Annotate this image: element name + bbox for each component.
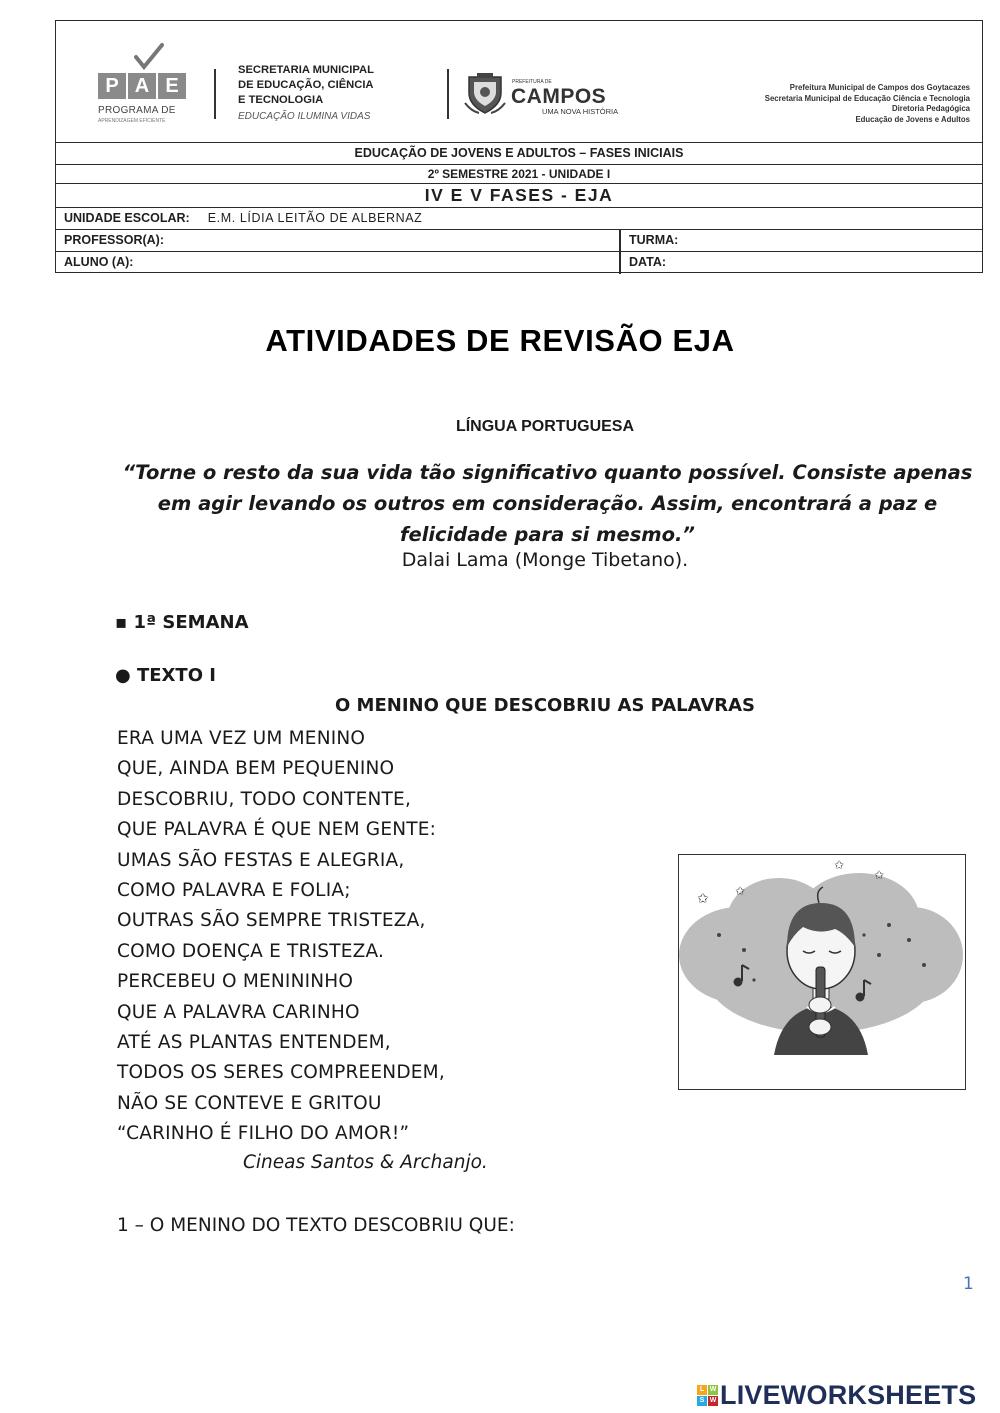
secretaria-line: DE EDUCAÇÃO, CIÊNCIA (238, 79, 374, 91)
svg-text:✩: ✩ (735, 884, 746, 898)
teacher-label: PROFESSOR(A): (64, 233, 164, 247)
svg-text:✩: ✩ (874, 868, 885, 882)
institution-line: Secretaria Municipal de Educação Ciência e Tecnologia (764, 93, 970, 103)
quote-text: “Torne o resto da sua vida tão significativo quanto possível. Consiste apenas em agir levando os outros em consideração. Assim, encontrará a paz e felicidade para si mesmo.” (122, 461, 973, 546)
logo-block: W (709, 1386, 717, 1393)
school-label: UNIDADE ESCOLAR: (64, 211, 190, 225)
subject-heading: LÍNGUA PORTUGUESA (455, 418, 635, 435)
poem-line: “CARINHO É FILHO DO AMOR!” (117, 1123, 410, 1145)
boy-flute-icon (679, 855, 964, 1088)
institution-info (765, 83, 970, 125)
poem-line: OUTRAS SÃO SEMPRE TRISTEZA, (117, 910, 426, 932)
checkmark-icon (134, 43, 164, 71)
student-row (56, 252, 982, 274)
secretaria-line: SECRETARIA MUNICIPAL (238, 64, 374, 76)
liveworksheets-watermark (697, 1380, 976, 1411)
pae-letter: A (128, 73, 156, 99)
teacher-row (56, 230, 982, 252)
poem-line: QUE, AINDA BEM PEQUENINO (117, 758, 395, 780)
week-heading: ▪ 1ª SEMANA (115, 612, 249, 633)
program-row: EDUCAÇÃO DE JOVENS E ADULTOS – FASES INICIAIS (56, 143, 982, 165)
poem-line: UMAS SÃO FESTAS E ALEGRIA, (117, 849, 405, 871)
coat-of-arms-icon (463, 73, 507, 115)
poem-line: TODOS OS SERES COMPREENDEM, (117, 1062, 445, 1084)
poem-line: COMO PALAVRA E FOLIA; (117, 880, 351, 902)
institution-line: Educação de Jovens e Adultos (855, 114, 970, 124)
school-row (56, 208, 982, 230)
pae-tagline: APRENDIZAGEM EFICIENTE (98, 118, 166, 124)
quote-author: Dalai Lama (Monge Tibetano). (401, 549, 689, 571)
poem-title: O MENINO QUE DESCOBRIU AS PALAVRAS (334, 695, 756, 716)
poem-line: COMO DOENÇA E TRISTEZA. (117, 940, 385, 962)
logo-divider (214, 69, 216, 119)
text-label: ● TEXTO I (115, 665, 216, 686)
secretaria-name (238, 63, 374, 108)
institution-line: Prefeitura Municipal de Campos dos Goytacazes (789, 83, 970, 92)
pae-letters (98, 73, 186, 99)
campos-logo-text: CAMPOS (511, 85, 607, 108)
poem-author: Cineas Santos & Archanjo. (243, 1152, 488, 1173)
poem-line: NÃO SE CONTEVE E GRITOU (117, 1092, 382, 1114)
poem-line: ERA UMA VEZ UM MENINO (117, 728, 366, 749)
date-label: DATA: (629, 255, 667, 269)
page-title: ATIVIDADES DE REVISÃO EJA (265, 323, 735, 358)
poem-line: QUE A PALAVRA CARINHO (117, 1001, 360, 1023)
logo-block: S (697, 1396, 707, 1406)
logo-row (56, 21, 982, 143)
liveworksheets-logo-icon (697, 1385, 718, 1406)
poem-line: ATÉ AS PLANTAS ENTENDEM, (117, 1032, 391, 1054)
student-label: ALUNO (A): (64, 255, 134, 269)
secretaria-slogan: EDUCAÇÃO ILUMINA VIDAS (238, 111, 371, 122)
poem-line: DESCOBRIU, TODO CONTENTE, (117, 788, 412, 810)
pae-letter: P (98, 73, 126, 99)
school-name: E.M. LÍDIA LEITÃO DE ALBERNAZ (207, 211, 423, 225)
pae-letter: E (158, 73, 186, 99)
semester-row: 2º SEMESTRE 2021 - UNIDADE I (56, 165, 982, 184)
logo-block: W (709, 1397, 717, 1404)
poem-body (117, 724, 445, 1150)
svg-text:✩: ✩ (697, 891, 709, 907)
pae-program-label: PROGRAMA DE (98, 105, 176, 116)
logo-divider (447, 69, 449, 119)
boy-playing-flute-illustration (678, 854, 966, 1090)
campos-prefeitura-label: PREFEITURA DE (512, 79, 552, 85)
logo-block: L (697, 1385, 707, 1395)
poem-line: PERCEBEU O MENININHO (117, 971, 354, 993)
liveworksheets-text: LIVEWORKSHEETS (720, 1380, 977, 1410)
secretaria-line: E TECNOLOGIA (238, 94, 324, 106)
campos-slogan: UMA NOVA HISTÓRIA (542, 107, 619, 116)
question-1: 1 – O MENINO DO TEXTO DESCOBRIU QUE: (117, 1215, 515, 1236)
class-label: TURMA: (629, 233, 679, 247)
document-header (55, 20, 983, 273)
institution-line: Diretoria Pedagógica (892, 104, 970, 113)
page-number: 1 (963, 1274, 974, 1294)
poem-line: QUE PALAVRA É QUE NEM GENTE: (117, 819, 437, 841)
cell-divider (619, 230, 621, 274)
svg-text:✩: ✩ (834, 858, 845, 872)
phases-row: IV E V FASES - EJA (56, 184, 982, 208)
pae-logo (96, 43, 246, 143)
